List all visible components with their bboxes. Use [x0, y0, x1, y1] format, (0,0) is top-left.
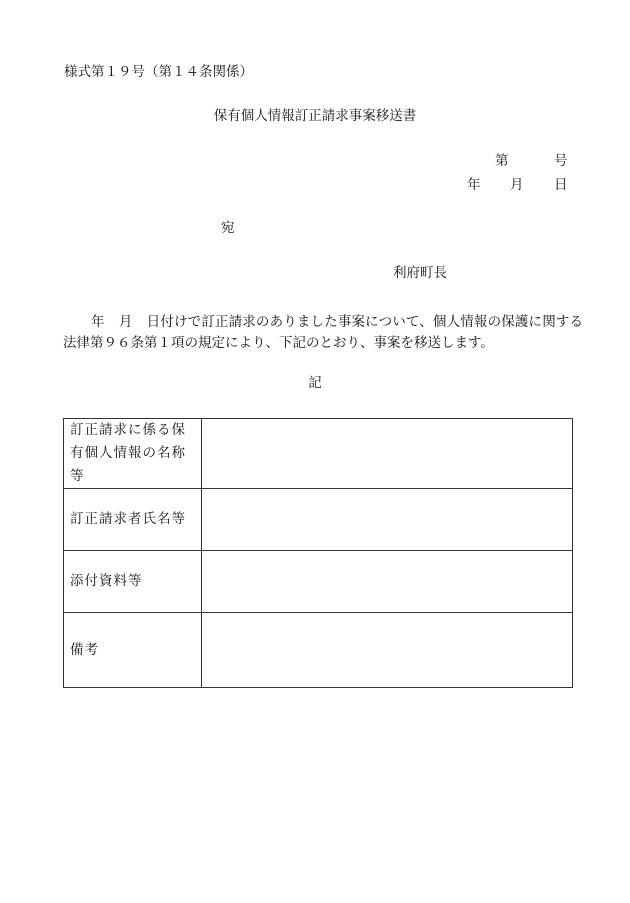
table-row: [64, 551, 573, 613]
document-number-suffix: 号: [554, 153, 568, 169]
table-row-label: 訂正請求に係る保有個人情報の名称等: [64, 419, 202, 489]
document-number-prefix: 第: [495, 153, 509, 169]
table-row-value: [202, 489, 573, 551]
table-row: [64, 613, 573, 688]
date-day-label: 日: [554, 177, 568, 193]
sender-name: 利府町長: [393, 265, 447, 281]
table-row: [64, 489, 573, 551]
date-month-label: 月: [510, 177, 524, 193]
recipient-suffix: 宛: [221, 220, 235, 236]
record-table: [63, 418, 573, 688]
body-year-label: 年: [91, 314, 105, 330]
table-row-label: 訂正請求者氏名等: [64, 489, 202, 551]
table-row-label: 備考: [64, 613, 202, 688]
date-year-label: 年: [467, 177, 481, 193]
table-row: [64, 419, 573, 489]
table-row-value: [202, 613, 573, 688]
table-row-value: [202, 419, 573, 489]
document-title: 保有個人情報訂正請求事案移送書: [213, 108, 417, 124]
ki-heading: 記: [308, 375, 322, 391]
table-row-value: [202, 551, 573, 613]
body-paragraph: [63, 312, 583, 354]
table-row-label: 添付資料等: [64, 551, 202, 613]
form-number: 様式第１９号（第１４条関係）: [64, 64, 253, 80]
body-text: 日付けで訂正請求のありました事案について、個人情報の保護に関する法律第９６条第１項の規定により、下記のとおり、事案を移送します。: [63, 314, 584, 351]
body-month-label: 月: [118, 314, 133, 330]
